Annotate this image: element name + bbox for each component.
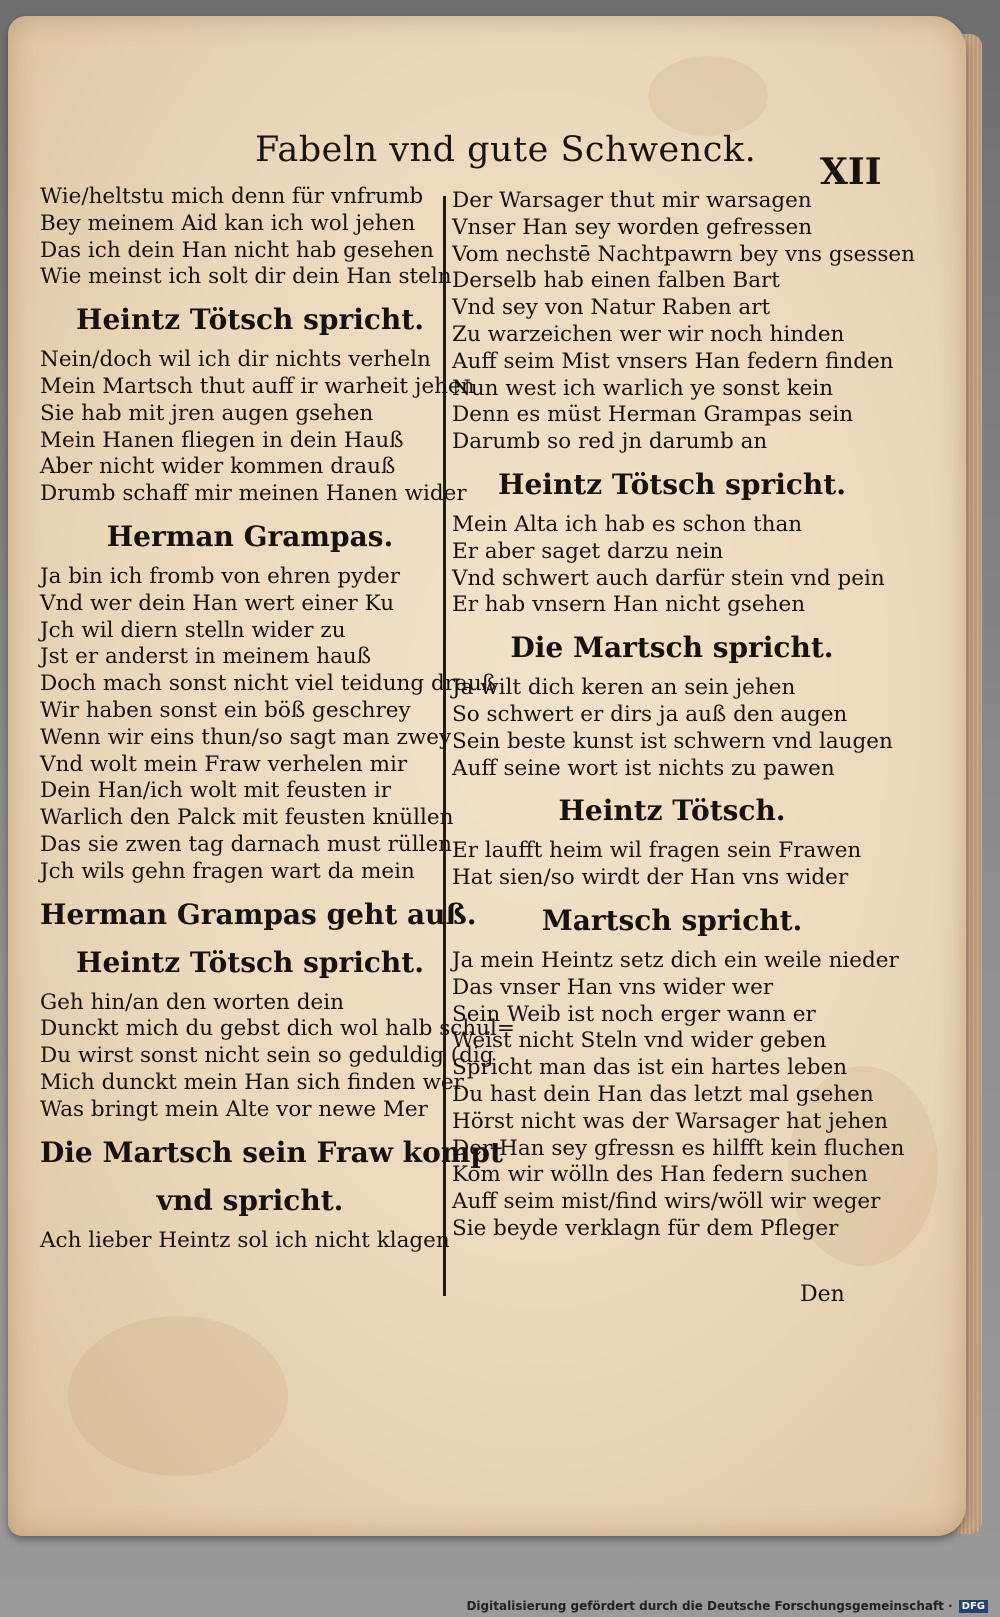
speaker-heading: Martsch spricht. xyxy=(541,903,803,937)
verse-line: Wir haben sonst ein böß geschrey xyxy=(40,697,411,723)
verse-line: Vom nechstē Nachtpawrn bey vns gsessen xyxy=(452,241,915,267)
verse-line: Wie meinst ich solt dir dein Han steln xyxy=(40,264,452,290)
verse-line: Sein beste kunst ist schwern vnd laugen xyxy=(452,728,893,754)
speaker-heading: Heintz Tötsch spricht. xyxy=(76,303,424,337)
speaker-heading: Herman Grampas. xyxy=(106,519,394,553)
credit-text: Digitalisierung gefördert durch die Deutsche Forschungsgemeinschaft · xyxy=(466,1599,953,1613)
verse-line: Spricht man das ist ein hartes leben xyxy=(452,1055,848,1081)
left-text-column xyxy=(40,184,515,1254)
verse-line: Hat sien/so wirdt der Han vns wider xyxy=(452,865,849,891)
verse-line: Zu warzeichen wer wir noch hinden xyxy=(452,321,845,347)
verse-line: Mein Martsch thut auff ir warheit jehen xyxy=(40,373,475,399)
catchword: Den xyxy=(800,1282,845,1307)
verse-line: Vnd wer dein Han wert einer Ku xyxy=(40,590,395,616)
dfg-logo: DFG xyxy=(959,1600,988,1613)
verse-line: Doch mach sonst nicht viel teidung drauß xyxy=(40,671,497,697)
verse-line: Nun west ich warlich ye sonst kein xyxy=(452,375,834,401)
verse-line: Warlich den Palck mit feusten knüllen xyxy=(40,805,454,831)
verse-line: Hörst nicht was der Warsager hat jehen xyxy=(452,1108,888,1134)
verse-line: Er hab vnsern Han nicht gsehen xyxy=(452,592,806,618)
verse-line: Vnd schwert auch darfür stein vnd pein xyxy=(452,565,885,591)
verse-line: Der Han sey gfressn es hilfft kein fluchen xyxy=(452,1135,905,1161)
verse-line: Ja wilt dich keren an sein jehen xyxy=(452,675,796,701)
verse-line: Du hast dein Han das letzt mal gsehen xyxy=(452,1081,874,1107)
speaker-heading: Die Martsch sein Fraw kompt xyxy=(40,1135,503,1169)
verse-line: Er laufft heim wil fragen sein Frawen xyxy=(452,838,862,864)
digitization-credit xyxy=(466,1599,988,1613)
verse-line: Vnd wolt mein Fraw verhelen mir xyxy=(40,751,408,777)
running-title: Fabeln vnd gute Schwenck. xyxy=(255,130,757,170)
paper-stain xyxy=(648,56,768,136)
verse-line: Auff seim mist/find wirs/wöll wir weger xyxy=(452,1189,881,1215)
verse-line: Kom wir wölln des Han federn suchen xyxy=(452,1162,868,1188)
verse-line: Jst er anderst in meinem hauß xyxy=(40,644,372,670)
verse-line: Wenn wir eins thun/so sagt man zwey xyxy=(40,724,452,750)
verse-line: So schwert er dirs ja auß den augen xyxy=(452,701,848,727)
verse-line: Geh hin/an den worten dein xyxy=(40,989,344,1015)
verse-line: Ach lieber Heintz sol ich nicht klagen xyxy=(40,1227,450,1253)
verse-line: Mein Alta ich hab es schon than xyxy=(452,511,803,537)
verse-line: Was bringt mein Alte vor newe Mer xyxy=(40,1096,428,1122)
paper-stain xyxy=(68,1316,288,1476)
folio-number: XII xyxy=(820,151,882,193)
right-text-column xyxy=(452,188,915,1243)
verse-line: Wie/heltstu mich denn für vnfrumb xyxy=(40,184,424,209)
verse-line: Sie beyde verklagn für dem Pfleger xyxy=(452,1215,839,1241)
verse-line: Dunckt mich du gebst dich wol halb schul= xyxy=(40,1016,515,1042)
verse-line: Das sie zwen tag darnach must rüllen xyxy=(40,831,453,857)
verse-line: Sie hab mit jren augen gsehen xyxy=(40,400,374,426)
verse-line: Dein Han/ich wolt mit feusten ir xyxy=(40,778,391,804)
verse-line: Vnd sey von Natur Raben art xyxy=(452,295,771,321)
verse-line: Er aber saget darzu nein xyxy=(452,538,724,564)
verse-line: Weist nicht Steln vnd wider geben xyxy=(452,1028,827,1054)
verse-line: Derselb hab einen falben Bart xyxy=(452,268,780,294)
speaker-heading: Heintz Tötsch. xyxy=(558,794,786,828)
verse-line: Mein Hanen fliegen in dein Hauß xyxy=(40,427,404,453)
verse-line: Jch wil diern stelln wider zu xyxy=(40,617,346,643)
verse-line: Auff seim Mist vnsers Han federn finden xyxy=(452,348,894,374)
speaker-heading: vnd spricht. xyxy=(156,1183,344,1217)
verse-line: Der Warsager thut mir warsagen xyxy=(452,188,812,213)
speaker-heading: Herman Grampas geht auß. xyxy=(40,897,477,931)
verse-line: Aber nicht wider kommen drauß xyxy=(40,454,396,480)
verse-line: Auff seine wort ist nichts zu pawen xyxy=(452,755,835,781)
verse-line: Sein Weib ist noch erger wann er xyxy=(452,1001,816,1027)
verse-line: Darumb so red jn darumb an xyxy=(452,429,768,455)
verse-line: Drumb schaff mir meinen Hanen wider xyxy=(40,481,467,507)
verse-line: Das vnser Han vns wider wer xyxy=(452,974,774,1000)
verse-line: Jch wils gehn fragen wart da mein xyxy=(40,858,415,884)
verse-line: Bey meinem Aid kan ich wol jehen xyxy=(40,210,416,236)
verse-line: Ja mein Heintz setz dich ein weile nieder xyxy=(452,947,899,973)
verse-line: Ja bin ich fromb von ehren pyder xyxy=(40,563,401,589)
verse-line: Das ich dein Han nicht hab gesehen xyxy=(40,237,434,263)
verse-line: Du wirst sonst nicht sein so geduldig (dig xyxy=(40,1043,494,1069)
speaker-heading: Heintz Tötsch spricht. xyxy=(76,945,424,979)
verse-line: Nein/doch wil ich dir nichts verheln xyxy=(40,347,431,373)
verse-line: Vnser Han sey worden gefressen xyxy=(452,214,813,240)
verse-line: Mich dunckt mein Han sich finden wer xyxy=(40,1069,464,1095)
speaker-heading: Heintz Tötsch spricht. xyxy=(498,467,846,501)
verse-line: Denn es müst Herman Grampas sein xyxy=(452,402,854,428)
speaker-heading: Die Martsch spricht. xyxy=(510,631,834,665)
